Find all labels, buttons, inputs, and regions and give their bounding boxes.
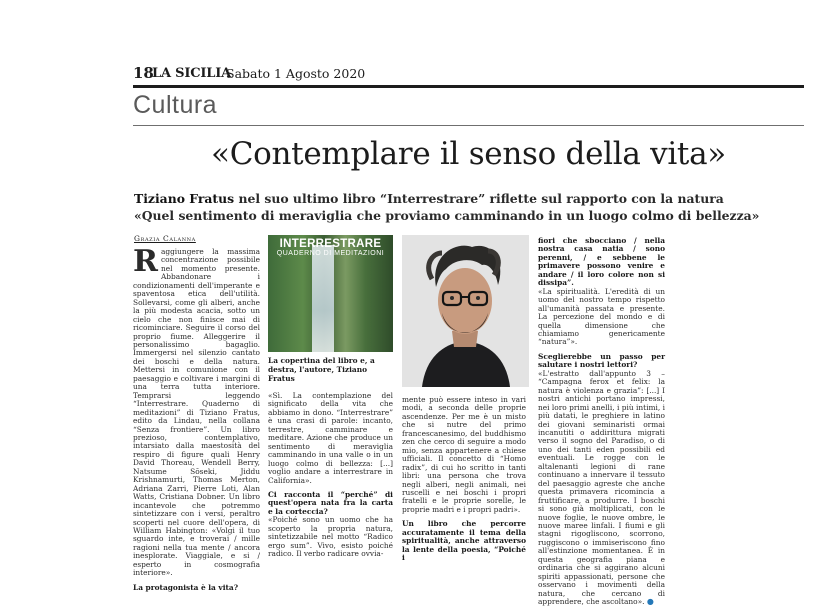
article-column-4 bbox=[538, 237, 665, 606]
author-portrait bbox=[402, 235, 529, 387]
masthead: LA SICILIA bbox=[152, 66, 231, 81]
article-column-2 bbox=[268, 392, 393, 559]
paragraph: «La spiritualità. L'eredità di un uomo del nostro tempo rispetto all'umanità passata e presente. La percezione del mondo e di quella dimensione che chiamiamo genericamente “natura”». bbox=[538, 286, 665, 347]
drop-cap: R bbox=[133, 244, 158, 279]
deck-line-1 bbox=[134, 190, 814, 207]
deck bbox=[134, 190, 814, 224]
paragraph: «Sì. La contemplazione del significato della vita che abbiamo in dono. “Interrestrare” è una crasi di parole: incanto, terrestre, camminare e meditare. Azione che produce un sentimento di meraviglia camminando in una valle o in un luogo colmo di bellezza: [...] voglio andare a interrestrare in California». bbox=[268, 391, 393, 485]
interview-question: Ci racconta il “perché” di quest'opera nata fra la carta e la corteccia? bbox=[268, 489, 393, 516]
section-rule bbox=[133, 125, 804, 126]
book-cover-subtitle: QUADERNO DI MEDITAZIONI bbox=[276, 250, 385, 257]
paragraph: mente può essere inteso in vari modi, a seconda delle proprie ascendenze. Per me è un misto che si nutre del primo francescanesimo, del buddhismo zen che cerco di seguire a modo mio, senza appartenere a chiese ufficiali. Il concetto di “Homo radix”, di cui ho scritto in tanti libri: una persona che trova negli alberi, negli animali, nei ruscelli e nei boschi i propri fratelli e le proprie sorelle, le proprie madri e i propri padri». bbox=[402, 395, 526, 514]
deck-line-2: «Quel sentimento di meraviglia che proviamo camminando in un luogo colmo di bellezza» bbox=[134, 208, 760, 223]
article-end-mark-icon: ● bbox=[646, 597, 654, 606]
deck-line-1-text: nel suo ultimo libro “Interrestrare” riflette sul rapporto con la natura bbox=[234, 191, 724, 206]
photo-caption: La copertina del libro e, a destra, l'autore, Tiziano Fratus bbox=[268, 356, 375, 383]
deck-author-name: Tiziano Fratus bbox=[134, 191, 235, 206]
paragraph: aggiungere la massima concentrazione possibile nel momento presente. Abbandonare i condizionamenti dell'imperante e spaventosa etica dell'utilità. Sollevarsi, come gli alberi, anche la più modesta acacia, sotto un cielo che non finisce mai di ricominciare. Seguire il corso del proprio fiume. Alleggerire il personalissimo bagaglio. Immergersi nel silenzio cantato dei boschi e della natura. Mettersi in comunione con il paesaggio e coltivare i margini di una terra tutta interiore. Temprarsi leggendo “Interrestrare. Quaderno di meditazioni” di Tiziano Fratus, edito da Lindau, nella collana “Senza frontiere”. Un libro prezioso, contemplativo, intarsiato dalla maestosità del respiro di figure quali Henry David Thoreau, Wendell Berry, Natsume Sōseki, Jiddu Krishnamurti, Thomas Merton, Adriana Zarri, Pierre Loti, Alan Watts, Cristiana Dobner. Un libro incantevole che potremmo sintetizzare con i versi, peraltro scoperti nel cuore dell'opera, di William Habington: «Volgi il tuo sguardo inte, e troverai / mille ragioni nella tua mente / ancora inesplorate. Viaggiale, e si / esperto in cosmografia interiore». bbox=[133, 247, 260, 578]
issue-date: Sabato 1 Agosto 2020 bbox=[226, 66, 366, 81]
section-title: Cultura bbox=[133, 91, 218, 119]
byline: Grazia Calanna bbox=[134, 234, 196, 243]
interview-question: Sceglierebbe un passo per salutare i nostri lettori? bbox=[538, 351, 665, 370]
book-cover-image bbox=[268, 235, 393, 352]
interview-question-continued: fiori che sbocciano / nella nostra casa natia / sono perenni, / e sebbene le primavere possono venire e andare / il loro colore non si dissipa”. bbox=[538, 236, 665, 288]
header-rule bbox=[133, 85, 804, 88]
paragraph bbox=[538, 370, 665, 606]
interview-question: Un libro che percorre accuratamente il tema della spiritualità, anche attraverso la lente della poesia, “Poiché i bbox=[402, 519, 526, 563]
waterfall-shape bbox=[312, 245, 334, 352]
paragraph-text: «L'estratto dall'appunto 3 – “Campagna ferox et felix: la natura è violenza e grazia”: [...] I nostri antichi portano impressi, nei loro primi anelli, i più intimi, i più datati, le preghiere in latino dei giovani seminaristi ormai incanutiti o addirittura migrati verso il sogno del Paradiso, o di uno dei tanti eden possibili ed eventuali. Le rogge con le altalenanti legioni di rane continuano a innervare il tessuto del paesaggio agreste che anche questa primavera ricomincia a fruttificare, a produrre. I boschi si sono già moltiplicati, con le nuove foglie, le nuove ombre, le nuove maree linfali. I fiumi e gli stagni rigogliscono, scorrono, ruggiscono o immiseriscono fino all'estinzione momentanea. È in questa geografia piana e ordinaria che si aggirano alcuni spiriti appassionati, persone che osservano i movimenti della natura, che cercano di apprendere, che ascoltano». bbox=[538, 368, 665, 606]
interview-question: La protagonista è la vita? bbox=[133, 582, 239, 592]
paragraph: «Poiché sono un uomo che ha scoperto la propria natura, sintetizzabile nel motto “Radico ergo sum”. Vivo, esisto poiché radico. Il verbo radicare ovvia- bbox=[268, 515, 393, 559]
headline: «Contemplare il senso della vita» bbox=[211, 136, 726, 172]
book-cover-title: INTERRESTRARE bbox=[279, 238, 382, 250]
article-column-1 bbox=[133, 244, 260, 592]
article-column-3 bbox=[402, 396, 526, 563]
author-portrait-illustration bbox=[402, 235, 529, 387]
page-number: 18 bbox=[133, 64, 154, 82]
